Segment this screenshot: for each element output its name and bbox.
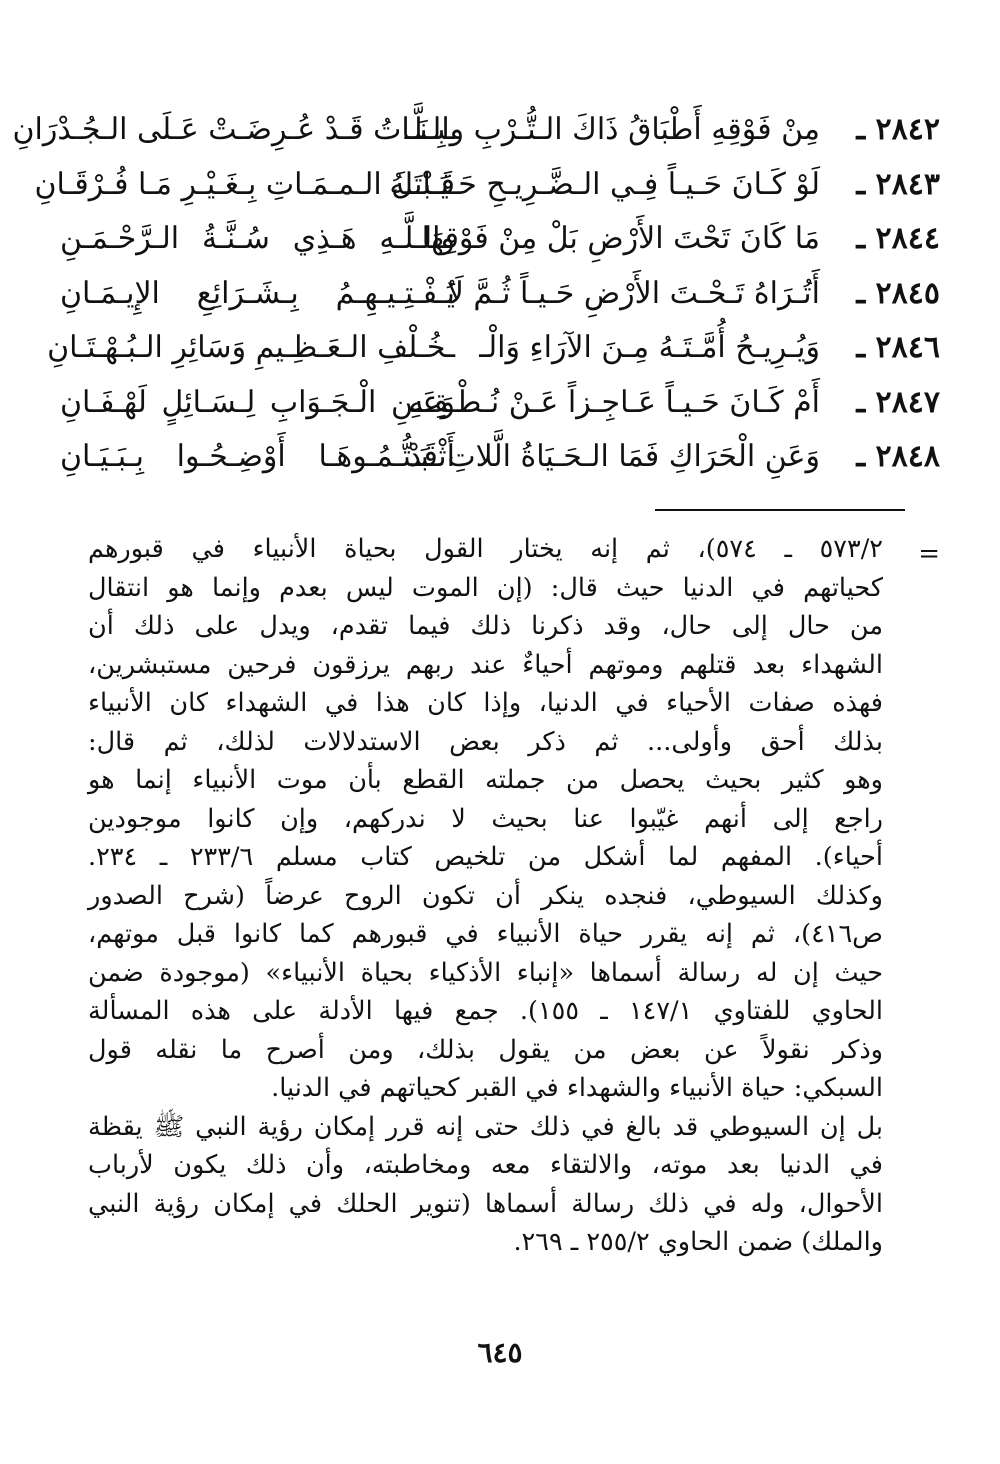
verse-second-hemistich: ـخُـلْفِ الـعَـظِـيمِ وَسَائِرِ الـبُـهْـتَـانِ [47, 330, 455, 365]
verse-number: ٢٨٤٢ ـ [856, 112, 940, 147]
footnote-line: كحياتهم في الدنيا حيث قال: (إن الموت ليس بعدم وإنما هو انتقال [88, 572, 883, 603]
verse-first-hemistich: مَا كَانَ تَحْتَ الأَرْضِ بَلْ مِنْ فَوْقِهَا [421, 221, 820, 256]
footnote-line: الحاوي للفتاوي ١٤٧/١ ـ ١٥٥). جمع فيها الأدلة على هذه المسألة [88, 996, 884, 1026]
footnote-line: بذلك أحق وأولى... ثم ذكر بعض الاستدلالات لذلك، ثم قال: [88, 726, 883, 757]
verses-block [12, 112, 940, 494]
verse-2844 [60, 221, 940, 276]
footnote-line: من حال إلى حال، وقد ذكرنا ذلك فيما تقدم، ويدل على ذلك أن [88, 611, 883, 641]
verse-first-hemistich: وَيُـرِيـحُ أُمَّـتَـهُ مِـنَ الآرَاءِ وَالْـ [479, 330, 820, 365]
verse-2843 [34, 166, 940, 222]
footnote-line: حيث إن له رسالة أسماها «إنباء الأذكياء بحياة الأنبياء» (موجودة ضمن [88, 957, 883, 988]
footnote-line: الأحوال، وله في ذلك رسالة أسماها (تنوير الحلك في إمكان رؤية النبي [88, 1188, 883, 1219]
footnote [88, 530, 883, 1262]
verse-2845 [60, 276, 940, 331]
verse-first-hemistich: أَتُـرَاهُ تَـحْـتَ الأَرْضِ حَـيـاً ثُـمَّ لَا [446, 275, 820, 311]
verse-second-hemistich: قَـبْـلَ الـمـمَـاتِ بِـغَـيْـرِ مَـا فُـرْقَـانِ [34, 166, 455, 202]
verse-number: ٢٨٤٤ ـ [856, 221, 940, 256]
verse-2842 [12, 112, 940, 167]
verse-second-hemistich: أَثْـبَـتُّـمُـوهَـا أَوْضِـحُـوا بِـبَـيَـانِ [60, 439, 455, 474]
footnote-line: السبكي: حياة الأنبياء والشهداء في القبر كحياتهم في الدنيا. [271, 1073, 883, 1103]
footnote-line: فهذه صفات الأحياء في الدنيا، وإذا كان هذا في الشهداء كان الأنبياء [88, 688, 883, 718]
footnote-separator [655, 509, 905, 511]
footnote-line: وكذلك السيوطي، فنجده ينكر أن تكون الروح عرضاً (شرح الصدور [88, 880, 883, 911]
verse-first-hemistich: أَمْ كَـانَ حَـيـاً عَـاجِـزاً عَـنْ نُـطْـقِـهِ [408, 384, 820, 420]
footnote-line: والملك) ضمن الحاوي ٢٥٥/٢ ـ ٢٦٩. [513, 1227, 883, 1257]
page-number: ٦٤٥ [477, 1336, 523, 1369]
footnote-line: بل إن السيوطي قد بالغ في ذلك حتى إنه قرر إمكان رؤية النبي ﷺ يقظة [88, 1111, 883, 1142]
footnote-line: وهو كثير بحيث يحصل من جملته القطع بأن موت الأنبياء إنما هو [88, 765, 883, 795]
verse-number: ٢٨٤٣ ـ [856, 166, 940, 202]
verse-second-hemistich: ـبِـنَـاتُ قَـدْ عُـرِضَـتْ عَـلَى الـجُـدْرَانِ [12, 112, 455, 147]
footnote-line: وذكر نقولاً عن بعض من يقول بذلك، ومن أصرح ما نقله قول [88, 1034, 883, 1065]
verse-2847 [60, 385, 940, 440]
verse-first-hemistich: وَعَنِ الْحَرَاكِ فَمَا الـحَـيَاةُ الَّلاتِ قَدْ [407, 439, 820, 474]
verse-number: ٢٨٤٧ ـ [856, 384, 940, 420]
footnote-line: الشهداء بعد قتلهم وموتهم أحياءٌ عند ربهم يرزقون فرحين مستبشرين، [88, 649, 883, 680]
footnote-line: أحياء). المفهم لما أشكل من تلخيص كتاب مسلم ٢٣٣/٦ ـ ٢٣٤. [88, 842, 884, 872]
verse-second-hemistich: والـلَّـهِ هَـذِي سُـنَّـةُ الـرَّحْـمَـنِ [60, 221, 455, 256]
verse-2848 [60, 439, 940, 494]
footnote-line: ٥٧٣/٢ ـ ٥٧٤)، ثم إنه يختار القول بحياة الأنبياء في قبورهم [88, 534, 883, 564]
verse-first-hemistich: لَوْ كَـانَ حَـيـاً فِـي الـضَّـرِيـحِ حَـيَـاتَـهُ [389, 166, 820, 202]
footnote-continuation-marker: = [918, 539, 940, 569]
footnote-line: في الدنيا بعد موته، والالتقاء معه ومخاطبته، وأن ذلك يكون لأرباب [88, 1150, 883, 1180]
verse-number: ٢٨٤٥ ـ [856, 275, 940, 311]
footnote-line: ص٤١٦)، ثم إنه يقرر حياة الأنبياء في قبورهم كما كانوا قبل موتهم، [88, 919, 883, 949]
verse-first-hemistich: مِنْ فَوْقِهِ أَطْبَاقُ ذَاكَ الـتُّـرْبِ والـلَّـ [404, 112, 820, 147]
footnote-line: راجع إلى أنهم غيّبوا عنا بحيث لا ندركهم، وإن كانوا موجودين [88, 803, 883, 834]
verse-number: ٢٨٤٦ ـ [856, 330, 940, 365]
verse-second-hemistich: وَعَـنِ الْـجَـوَابِ لِـسَـائِلٍ لَهْـفَـانِ [60, 384, 455, 420]
verse-second-hemistich: يُـفْـتِـيـهِـمُ بِـشَـرَائِعِ الإِيـمَـانِ [60, 275, 455, 311]
verse-2846 [47, 330, 940, 385]
verse-number: ٢٨٤٨ ـ [856, 439, 940, 474]
